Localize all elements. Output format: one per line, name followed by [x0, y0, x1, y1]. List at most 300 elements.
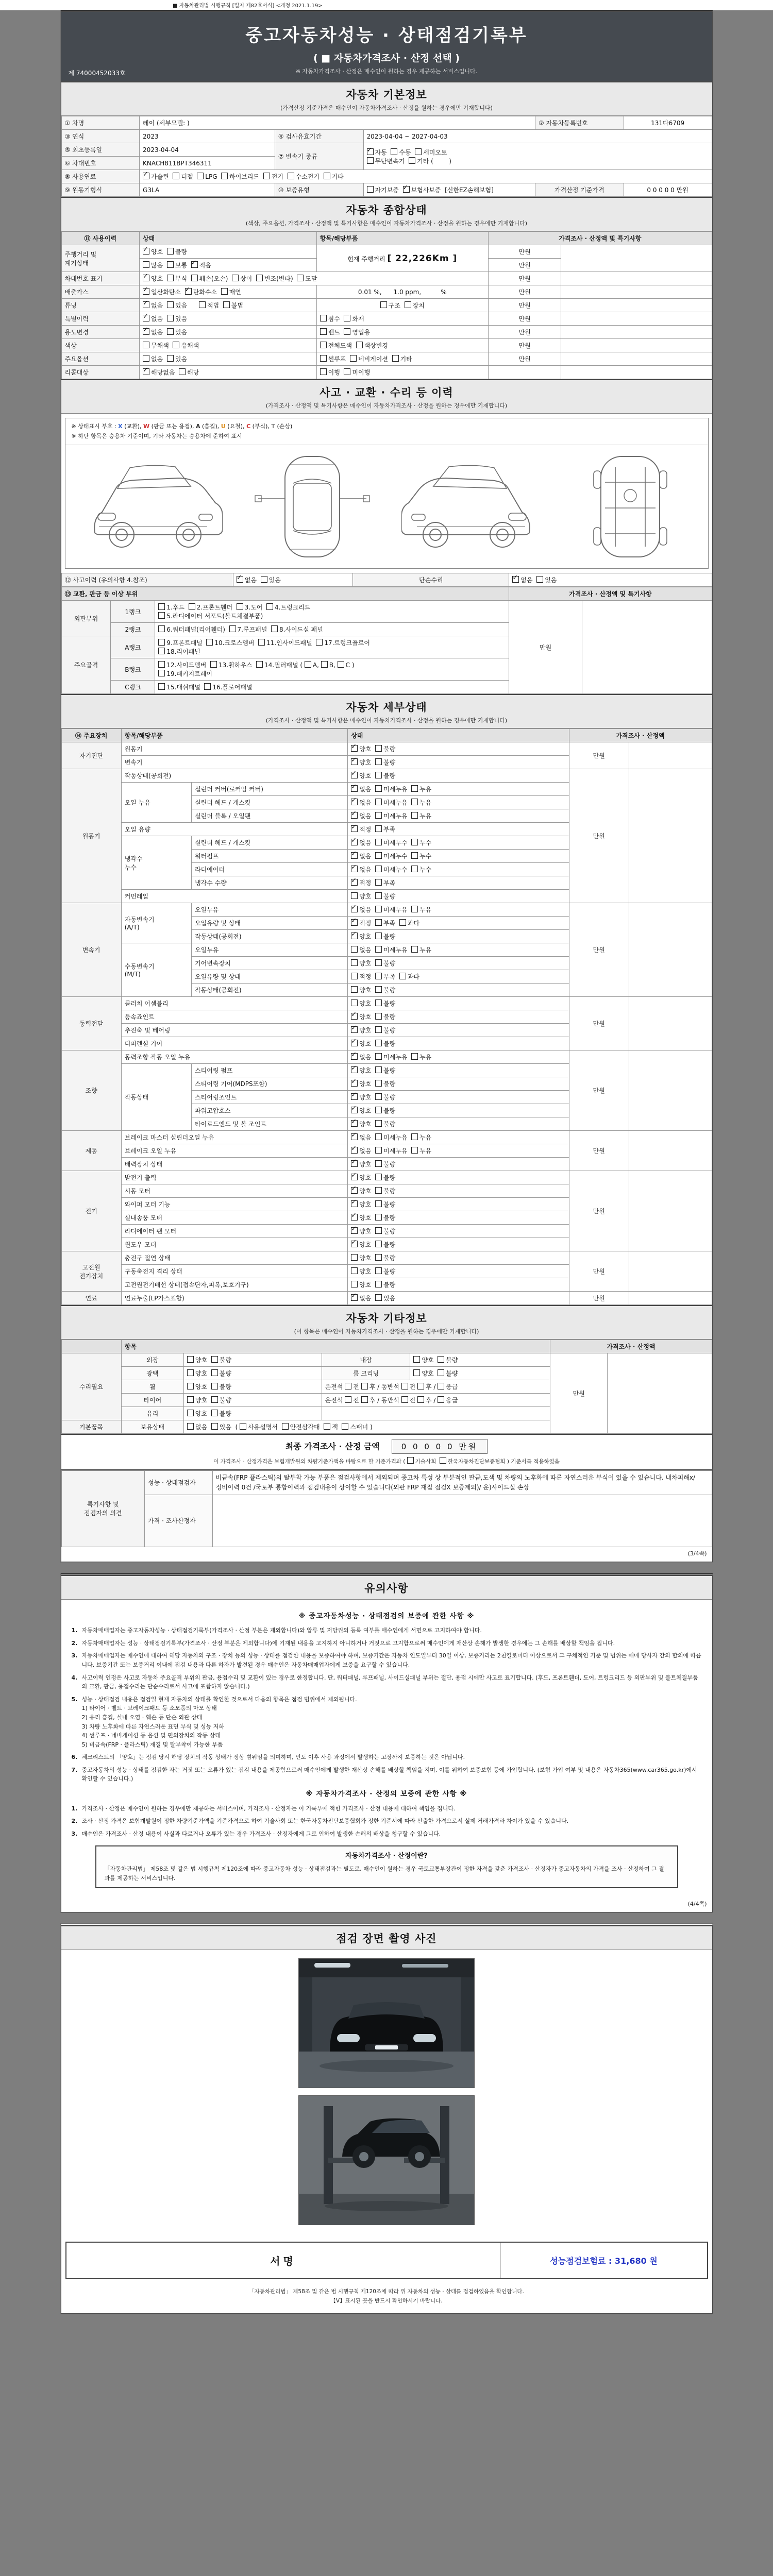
checkbox-empty	[375, 1294, 382, 1301]
inspection-insurance-fee: 성능점검보험료 : 31,680 원	[550, 2256, 658, 2266]
checkbox-empty	[199, 301, 206, 308]
value-cell: 현재 주행거리 [ 22,226Km ]	[316, 245, 488, 272]
final-price-note: 이 가격조사 · 산정가격은 보험개발원의 차량기준가액을 바탕으로 한 기준가격과 ( 기술사회 한국자동차진단보증협회 ) 기준서를 적용하였음	[66, 1457, 707, 1465]
signature-row	[65, 2242, 708, 2279]
checkbox-empty	[143, 261, 149, 268]
checkbox-checked	[351, 933, 358, 939]
checkbox-checked	[512, 576, 519, 583]
header-cell: ⑭ 주요장치	[61, 729, 121, 742]
checkbox-empty	[320, 315, 327, 321]
value-cell: ✓ 적정 부족	[348, 823, 569, 836]
checkbox-empty	[375, 946, 382, 953]
value-cell: ✓ 양호 불량	[348, 1158, 569, 1171]
final-price-amount: 0 0 0 0 0 만원	[392, 1439, 488, 1454]
checkbox-empty	[187, 1383, 194, 1389]
label-cell: ⑤ 최초등록일	[61, 143, 140, 157]
section-notice-header	[61, 1575, 712, 1600]
label-cell: 보유상태	[121, 1420, 183, 1434]
value-cell: 2023-04-04 ~ 2027-04-03	[363, 130, 712, 143]
checkbox-checked	[351, 879, 358, 886]
checkbox-empty	[361, 1396, 368, 1403]
value-cell: 실린더 헤드 / 개스킷	[192, 796, 348, 809]
checkbox-empty	[187, 1410, 194, 1416]
checkbox-empty	[221, 288, 228, 295]
value-cell	[322, 1407, 550, 1420]
checkbox-empty	[316, 639, 323, 646]
checkbox-empty	[375, 1241, 382, 1247]
checkbox-empty	[187, 1423, 194, 1430]
checkbox-empty	[356, 342, 363, 348]
detail-state-table	[61, 728, 712, 1305]
checkbox-empty	[375, 1254, 382, 1261]
checkbox-empty	[211, 1383, 218, 1389]
value-cell	[629, 997, 712, 1050]
checkbox-checked	[351, 1040, 358, 1046]
checkbox-empty	[411, 906, 418, 912]
value-cell: 스티어링 기어(MDPS포함)	[192, 1077, 348, 1091]
checkbox-empty	[411, 1147, 418, 1154]
legend-symbol: A	[195, 423, 200, 430]
checkbox-empty	[351, 1267, 358, 1274]
checkbox-empty	[321, 661, 328, 668]
value-cell: ✓ 양호 불량	[348, 1238, 569, 1251]
checkbox-checked	[143, 248, 149, 255]
checkbox-empty	[158, 603, 165, 610]
checkbox-empty	[221, 173, 228, 179]
checkbox-empty	[158, 625, 165, 632]
value-cell: 양호 불량	[183, 1407, 322, 1420]
value-cell: ✓ 없음 미세누수 누수	[348, 836, 569, 850]
checkbox-empty	[351, 946, 358, 953]
value-cell: 0.01 %, 1.0 ppm, %	[316, 285, 488, 299]
label-cell: 1랭크	[111, 601, 155, 623]
checkbox-empty	[411, 785, 418, 792]
checkbox-checked	[143, 315, 149, 321]
checkbox-empty	[342, 1423, 348, 1430]
value-cell: ✓ 양호 불량	[348, 1184, 569, 1198]
value-cell: ✓ 없음 있음	[509, 573, 712, 587]
label-cell: 유리	[121, 1407, 183, 1420]
checkbox-empty	[413, 1356, 420, 1363]
checkbox-empty	[411, 946, 418, 953]
value-cell: ✓ 양호 불량	[348, 1117, 569, 1131]
checkbox-empty	[375, 1040, 382, 1046]
header-cell: 항목	[121, 1340, 550, 1353]
value-cell: 구조 장치	[316, 299, 488, 312]
checkbox-checked	[351, 1174, 358, 1180]
checkbox-empty	[324, 173, 330, 179]
checkbox-checked	[351, 799, 358, 805]
label-cell: B랭크	[111, 658, 155, 681]
label-cell: 가격산정 기준가격	[535, 183, 624, 197]
checkbox-empty	[297, 275, 304, 281]
checkbox-empty	[375, 785, 382, 792]
value-cell: 없음 미세누유 누유	[348, 943, 569, 957]
footer-notes	[61, 2285, 712, 2313]
value-cell: 만원	[569, 769, 629, 903]
checkbox-empty	[411, 799, 418, 805]
label-cell: 룸 크리닝	[322, 1367, 410, 1380]
section-basic-info-header	[61, 81, 712, 116]
checkbox-empty	[375, 839, 382, 845]
value-cell: 동력조향 작동 오일 누유	[121, 1050, 348, 1064]
value-cell: 실린더 블록 / 오일팬	[192, 809, 348, 823]
label-cell: 배출가스	[61, 285, 140, 299]
value-cell: 만원	[489, 339, 561, 352]
value-cell: ✓ 없음 미세누유 누유	[348, 796, 569, 809]
section-detail-state-header	[61, 694, 712, 728]
label-cell: ③ 연식	[61, 130, 140, 143]
checkbox-empty	[401, 1383, 408, 1389]
basic-info-table	[61, 116, 712, 197]
checkbox-empty	[380, 301, 387, 308]
value-cell: 양호 불량	[183, 1380, 322, 1394]
checkbox-checked	[143, 328, 149, 335]
label-cell: 원동기	[61, 769, 121, 903]
section-subtitle: (이 항목은 매수인이 자동차가격조사 · 산정을 원하는 경우에만 기재합니다)	[294, 1328, 479, 1335]
checkbox-empty	[375, 1214, 382, 1221]
label-cell: 색상	[61, 339, 140, 352]
checkbox-empty	[206, 639, 213, 646]
section-title: 자동차 기본정보	[346, 89, 427, 101]
value-cell: 스티어링 펌프	[192, 1064, 348, 1077]
value-cell: 커먼레일	[121, 890, 348, 903]
section-subtitle: (가격산정 기준가격은 매수인이 자동차가격조사 · 산정을 원하는 경우에만 기재합니다)	[280, 105, 493, 111]
checkbox-empty	[143, 355, 149, 362]
checkbox-checked	[143, 173, 149, 179]
section-title: 자동차 종합상태	[346, 204, 427, 216]
checkbox-empty	[375, 799, 382, 805]
header-cell: 가격조사 · 산정액	[569, 729, 712, 742]
checkbox-checked	[191, 261, 198, 268]
value-cell: 추진축 및 베어링	[121, 1024, 348, 1037]
checkbox-empty	[350, 355, 357, 362]
value-cell: 적정 부족 과다	[348, 970, 569, 984]
checkbox-checked	[351, 825, 358, 832]
label-cell: ⑨ 원동기형식	[61, 183, 140, 197]
value-cell: 썬루프 네비게이션 기타	[316, 352, 488, 366]
section-title: 자동차 기타정보	[346, 1312, 427, 1325]
value-cell: 양호 불량	[348, 957, 569, 970]
value-cell: 만원	[489, 245, 561, 259]
label-cell: ⑥ 차대번호	[61, 157, 140, 170]
value-cell: 전체도색 색상변경	[316, 339, 488, 352]
header-cell: 항목/해당부품	[121, 729, 348, 742]
checkbox-empty	[229, 625, 236, 632]
checkbox-checked	[351, 1200, 358, 1207]
checkbox-empty	[258, 639, 265, 646]
header-cell: 상태	[348, 729, 569, 742]
section-subtitle: (가격조사 · 산정액 및 특기사항은 매수인이 자동차가격조사 · 산정을 원하는 경우에만 기재합니다)	[265, 717, 508, 724]
checkbox-empty	[143, 342, 149, 348]
value-cell: 오일누유	[192, 903, 348, 917]
value-cell: 2023-04-04	[140, 143, 275, 157]
value-cell: KNACH811BPT346311	[140, 157, 275, 170]
notice-item: 2. 자동차매매업자는 성능 · 상태점검기록부(가격조사 · 산정 부분은 제외합니다)에 기재된 내용을 고지하지 아니하거나 거짓으로 고지함으로써 매수인에게 재산상 손해가 발생한 경우에는 그 손해를 배상할 책임을 집니다.	[71, 1639, 615, 1647]
label-cell: 광택	[121, 1367, 183, 1380]
value-cell: 타이로드엔드 및 볼 조인트	[192, 1117, 348, 1131]
checkbox-empty	[320, 355, 327, 362]
checkbox-checked	[351, 745, 358, 752]
value-cell: 오일 유량	[121, 823, 348, 836]
checkbox-empty	[375, 1093, 382, 1100]
value-cell: 실린더 헤드 / 개스킷	[192, 836, 348, 850]
label-cell: 타이어	[121, 1394, 183, 1407]
value-cell	[629, 1171, 712, 1251]
label-cell: 리콜대상	[61, 366, 140, 379]
checkbox-checked	[351, 812, 358, 819]
checkbox-empty	[211, 1369, 218, 1376]
checkbox-empty	[438, 1396, 444, 1403]
checkbox-empty	[375, 1160, 382, 1167]
value-cell: 2023	[140, 130, 275, 143]
value-cell: 클러치 어셈블리	[121, 997, 348, 1010]
checkbox-empty	[240, 1423, 246, 1430]
value-cell: ✓ 양호 불량	[348, 1104, 569, 1117]
notice-item: 6. 체크리스트의 「양호」는 점검 당시 해당 장치의 작동 상태가 정상 범위임을 의미하며, 인도 이후 사용 과정에서 발생하는 고장까지 보증하는 것은 아닙니다.	[71, 1754, 465, 1761]
value-cell: 라디에이터	[192, 863, 348, 876]
checkbox-empty	[375, 1187, 382, 1194]
checkbox-empty	[211, 1423, 218, 1430]
checkbox-empty	[211, 1356, 218, 1363]
checkbox-empty	[179, 368, 186, 375]
value-cell: 디퍼렌셜 기어	[121, 1037, 348, 1050]
value-cell: 양호 불량	[348, 997, 569, 1010]
checkbox-empty	[438, 1383, 444, 1389]
value-cell: ✓ 양호 불량	[348, 1211, 569, 1225]
checkbox-empty	[344, 328, 350, 335]
value-cell: 연료누출(LP가스포함)	[121, 1292, 348, 1305]
checkbox-empty	[405, 301, 411, 308]
checkbox-empty	[282, 1423, 289, 1430]
value-cell: 만원	[569, 1050, 629, 1131]
checkbox-empty	[375, 1174, 382, 1180]
value-cell	[561, 299, 712, 312]
checkbox-checked	[351, 919, 358, 926]
state-symbol-legend: ※ 상태표시 부호 : X (교환), W (판금 또는 용접), A (흠집), U (요철), C (부식), T (손상)	[71, 423, 293, 430]
value-cell	[582, 601, 712, 694]
checkbox-checked	[351, 1107, 358, 1113]
label-cell: ④ 검사유효기간	[275, 130, 363, 143]
notice-block	[61, 1573, 713, 1913]
checkbox-empty	[415, 148, 422, 155]
value-cell: 만원	[489, 272, 561, 285]
value-cell	[561, 285, 712, 299]
notice-item: 7. 중고자동차의 성능 · 상태를 점검한 자는 거짓 또는 오류가 있는 점검 내용을 제공함으로써 매수인에게 발생한 재산상 손해를 배상할 책임을 지며, 이를 위하여 보증보험 등에 가입합니다. (보험 가입 여부 및 내용은 자동차365(www.car365.go.kr)에서 확인할 수 있습니다.)	[71, 1766, 697, 1783]
value-cell: ✓양호 불량	[140, 245, 317, 259]
checkbox-empty	[256, 275, 263, 281]
value-cell: 자동변속기 (A/T)	[121, 903, 191, 943]
checkbox-empty	[411, 1133, 418, 1140]
checkbox-empty	[345, 1383, 351, 1389]
checkbox-checked	[351, 785, 358, 792]
value-cell: 만원	[509, 601, 582, 694]
checkbox-checked	[351, 1080, 358, 1087]
checkbox-empty	[344, 315, 350, 321]
checkbox-empty	[344, 368, 350, 375]
notice-subheader-2: ※ 자동차가격조사 · 산정의 보증에 관한 사항 ※	[306, 1790, 467, 1799]
value-cell: 만원	[569, 1131, 629, 1171]
value-cell: ✓ 적정 부족	[348, 876, 569, 890]
value-cell: ✓ 해당없음 해당	[140, 366, 317, 379]
value-cell: 발전기 출력	[121, 1171, 348, 1184]
notice-subheader-1: ※ 중고자동차성능 · 상태점검의 보증에 관한 사항 ※	[298, 1612, 475, 1620]
value-cell: 만원	[489, 312, 561, 326]
checkbox-checked	[143, 368, 149, 375]
value-cell: 운전석 전 후 / 동반석 전 후 / 응급	[322, 1380, 550, 1394]
value-cell: 파워고압호스	[192, 1104, 348, 1117]
value-cell	[561, 245, 712, 272]
value-cell: 131다6709	[624, 116, 712, 130]
value-cell	[212, 1495, 712, 1547]
checkbox-empty	[167, 355, 174, 362]
checkbox-empty	[189, 603, 195, 610]
label-cell: ⑧ 사용연료	[61, 170, 140, 183]
checkbox-empty	[256, 661, 263, 668]
value-cell	[629, 1050, 712, 1131]
label-cell: 수리필요	[61, 1353, 121, 1420]
value-cell: ✓ 없음 미세누유 누유	[348, 903, 569, 917]
notice-item: 2. 조사 · 산정 가격은 보험개발원이 정한 차량기준가액을 기준가격으로 하여 기술사회 또는 한국자동차진단보증협회가 정한 기준서에 따라 산출한 가격으로서 실제 거래가격과 차이가 있을 수 있습니다.	[71, 1818, 569, 1825]
checkbox-empty	[204, 683, 211, 690]
checkbox-empty	[375, 745, 382, 752]
label-cell: 주행거리 및 계기상태	[61, 245, 140, 272]
accident-history-row	[61, 573, 712, 587]
header-cell: 항목/해당부품	[316, 232, 488, 245]
value-cell: ✓ 양호 불량	[348, 1091, 569, 1104]
value-cell: 등속죠인트	[121, 1010, 348, 1024]
checkbox-empty	[197, 173, 204, 179]
checkbox-empty	[351, 986, 358, 993]
value-cell: 양호 불량	[183, 1367, 322, 1380]
value-cell: ✓ 양호 불량	[348, 756, 569, 769]
value-cell: 작동상태(공회전)	[192, 984, 348, 997]
checkbox-empty	[173, 342, 179, 348]
checkbox-empty	[375, 812, 382, 819]
checkbox-empty	[351, 959, 358, 966]
checkbox-empty	[375, 772, 382, 778]
checkbox-empty	[438, 1356, 444, 1363]
value-cell: 시동 모터	[121, 1184, 348, 1198]
value-cell: ✓ 양호 불량	[348, 769, 569, 783]
checkbox-empty	[320, 328, 327, 335]
value-cell: 실린더 커버(로커암 커버)	[192, 783, 348, 796]
footer-line-2: 【V】표시된 곳을 반드시 확인하시기 바랍니다.	[330, 2298, 443, 2304]
value-cell	[489, 366, 561, 379]
value-cell: 수동변속기 (M/T)	[121, 943, 191, 997]
value-cell: ✓ 양호 불량	[348, 1198, 569, 1211]
checkbox-empty	[266, 603, 273, 610]
checkbox-empty	[375, 1053, 382, 1060]
section-title: 점검 장면 촬영 사진	[336, 1933, 437, 1945]
value-cell: ✓ 없음 미세누유 누유	[348, 809, 569, 823]
label-cell: 연료	[61, 1292, 121, 1305]
label-cell: 튜닝	[61, 299, 140, 312]
value-cell: ✓ 없음 있음	[348, 1292, 569, 1305]
checkbox-empty	[263, 173, 270, 179]
checkbox-empty	[211, 1396, 218, 1403]
document-title-note: ※ 자동차가격조사 · 산정은 매수인이 원하는 경우 제공하는 서비스입니다.	[295, 68, 478, 75]
value-cell: 없음 있음	[140, 352, 317, 366]
checkbox-empty	[407, 1457, 414, 1464]
label-cell: ⑩ 보증유형	[275, 183, 363, 197]
value-cell: 양호 불량	[348, 1278, 569, 1292]
value-cell	[561, 366, 712, 379]
value-cell: ✓ 없음 미세누유 누유	[348, 1131, 569, 1144]
value-cell: 0 0 0 0 0 만원	[624, 183, 712, 197]
checkbox-empty	[351, 973, 358, 979]
value-cell: ✓ 없음 있음	[140, 312, 317, 326]
checkbox-empty	[158, 612, 165, 619]
value-cell	[629, 1131, 712, 1171]
checkbox-checked	[351, 1026, 358, 1033]
label-cell: 외판부위	[61, 601, 111, 636]
value-cell: 오일유량 및 상태	[192, 917, 348, 930]
value-cell	[561, 312, 712, 326]
value-cell: ✓ 양호 불량	[348, 1077, 569, 1091]
checkbox-empty	[411, 1053, 418, 1060]
checkbox-empty	[375, 758, 382, 765]
checkbox-empty	[375, 906, 382, 912]
header-cell: 상태	[140, 232, 317, 245]
checkbox-checked	[143, 301, 149, 308]
price-survey-info-box	[95, 1845, 678, 1888]
label-cell: 특기사항 및 점검자의 의견	[61, 1471, 145, 1547]
checkbox-empty	[375, 1026, 382, 1033]
value-cell: 작동상태(공회전)	[192, 930, 348, 943]
value-cell: 만원	[489, 326, 561, 339]
checkbox-empty	[158, 670, 165, 676]
checkbox-checked	[351, 1053, 358, 1060]
checkbox-checked	[351, 1120, 358, 1127]
value-cell: 침수 화재	[316, 312, 488, 326]
value-cell: ✓ 없음 미세누수 누수	[348, 863, 569, 876]
value-cell: 만원	[550, 1353, 608, 1434]
section-accident-history-header	[61, 379, 712, 414]
checkbox-empty	[173, 173, 179, 179]
section-subtitle: (색상, 주요옵션, 가격조사 · 산정액 및 특기사항은 매수인이 자동차가격조사 · 산정을 원하는 경우에만 기재합니다)	[245, 220, 528, 227]
checkbox-empty	[417, 1396, 424, 1403]
value-cell: 운전석 전 후 / 동반석 전 후 / 응급	[322, 1394, 550, 1407]
checkbox-empty	[345, 1396, 351, 1403]
label-cell: 고전원 전기장치	[61, 1251, 121, 1292]
value-cell: 만원	[569, 1171, 629, 1251]
checkbox-empty	[375, 1147, 382, 1154]
value-cell: 구동축전지 격리 상태	[121, 1265, 348, 1278]
accident-note-2: ※ 하단 항목은 승용차 기준이며, 기타 자동차는 승용차에 준하여 표시	[71, 432, 242, 439]
checkbox-checked	[351, 1294, 358, 1301]
value-cell: 배력장치 상태	[121, 1158, 348, 1171]
label-cell: 전기	[61, 1171, 121, 1251]
legend-symbol: U	[221, 423, 226, 430]
value-cell	[561, 326, 712, 339]
section-photo-header	[61, 1925, 712, 1950]
value-cell: 양호 불량	[410, 1367, 550, 1380]
checkbox-empty	[351, 892, 358, 899]
checkbox-empty	[375, 1120, 382, 1127]
value-cell: 브레이크 마스터 실린더오일 누유	[121, 1131, 348, 1144]
checkbox-checked	[351, 1227, 358, 1234]
checkbox-checked	[351, 1013, 358, 1020]
checkbox-empty	[288, 173, 294, 179]
label-cell: C랭크	[111, 681, 155, 694]
label-cell: 성능 · 상태점검자	[145, 1471, 212, 1495]
value-cell: 냉각수 수량	[192, 876, 348, 890]
checkbox-empty	[375, 879, 382, 886]
header-cell: ⑪ 사용이력	[61, 232, 140, 245]
checkbox-checked	[351, 1093, 358, 1100]
value-cell: 오일누유	[192, 943, 348, 957]
